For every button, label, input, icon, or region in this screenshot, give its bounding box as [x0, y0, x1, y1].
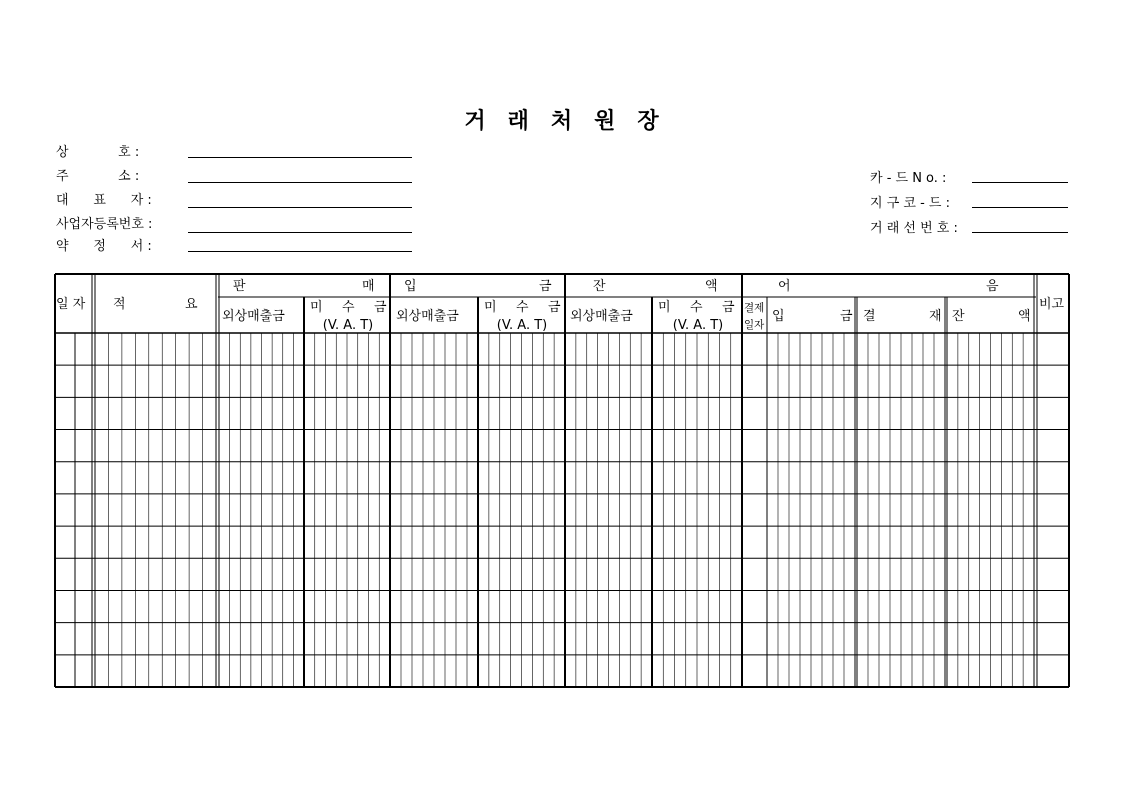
header-deposit-b: 금	[539, 279, 552, 294]
header-date: 일 자	[56, 297, 86, 312]
field-label-company-name: 상 호 :	[56, 145, 140, 160]
field-label-contract: 약 정 서 :	[56, 239, 152, 254]
field-label-account-no: 거 래 선 번 호 :	[870, 221, 958, 236]
header-sales-recv-c: 금	[374, 300, 387, 315]
header-deposit-credit: 외상매출금	[396, 309, 459, 324]
header-deposit-a: 입	[404, 279, 417, 294]
header-balance-recv-a: 미	[658, 300, 671, 315]
header-sales-recv-b: 수	[342, 300, 355, 315]
header-bill-settle-a: 결	[863, 309, 876, 324]
header-bill-b: 음	[986, 279, 999, 294]
header-balance-a: 잔	[593, 279, 606, 294]
header-settle-bottom: 일자	[744, 319, 765, 331]
header-bill-in-b: 금	[840, 309, 853, 324]
header-balance-b: 액	[705, 279, 718, 294]
header-bill-bal-a: 잔	[952, 309, 965, 324]
header-deposit-recv-a: 미	[484, 300, 497, 315]
header-balance-credit: 외상매출금	[570, 309, 633, 324]
header-bill-bal-b: 액	[1018, 309, 1031, 324]
field-label-address: 주 소 :	[56, 169, 140, 184]
header-balance-recv-c: 금	[722, 300, 735, 315]
header-bill-a: 어	[778, 279, 791, 294]
header-sales-b: 매	[362, 279, 375, 294]
ledger-title: 거래처원장	[464, 108, 681, 134]
header-sales-recv-a: 미	[310, 300, 323, 315]
header-sales-a: 판	[233, 279, 246, 294]
header-sales-credit: 외상매출금	[222, 309, 285, 324]
field-label-business-reg-no: 사업자등록번호 :	[56, 217, 153, 232]
header-summary-b: 요	[185, 297, 198, 312]
header-summary-a: 적	[113, 297, 126, 312]
header-bill-in-a: 입	[772, 309, 785, 324]
header-sales-vat: (V. A. T)	[322, 318, 374, 333]
header-deposit-recv-b: 수	[516, 300, 529, 315]
header-deposit-recv-c: 금	[548, 300, 561, 315]
header-balance-vat: (V. A. T)	[672, 318, 724, 333]
header-bill-settle-b: 재	[929, 309, 942, 324]
header-deposit-vat: (V. A. T)	[496, 318, 548, 333]
field-label-card-no: 카 - 드 N o. :	[870, 171, 947, 186]
field-label-district-code: 지 구 코 - 드 :	[870, 196, 950, 211]
header-remarks: 비고	[1039, 297, 1065, 312]
field-label-representative: 대 표 자 :	[56, 193, 152, 208]
ledger-grid	[55, 274, 1069, 687]
header-balance-recv-b: 수	[690, 300, 703, 315]
header-settle-top: 결제	[744, 302, 765, 314]
